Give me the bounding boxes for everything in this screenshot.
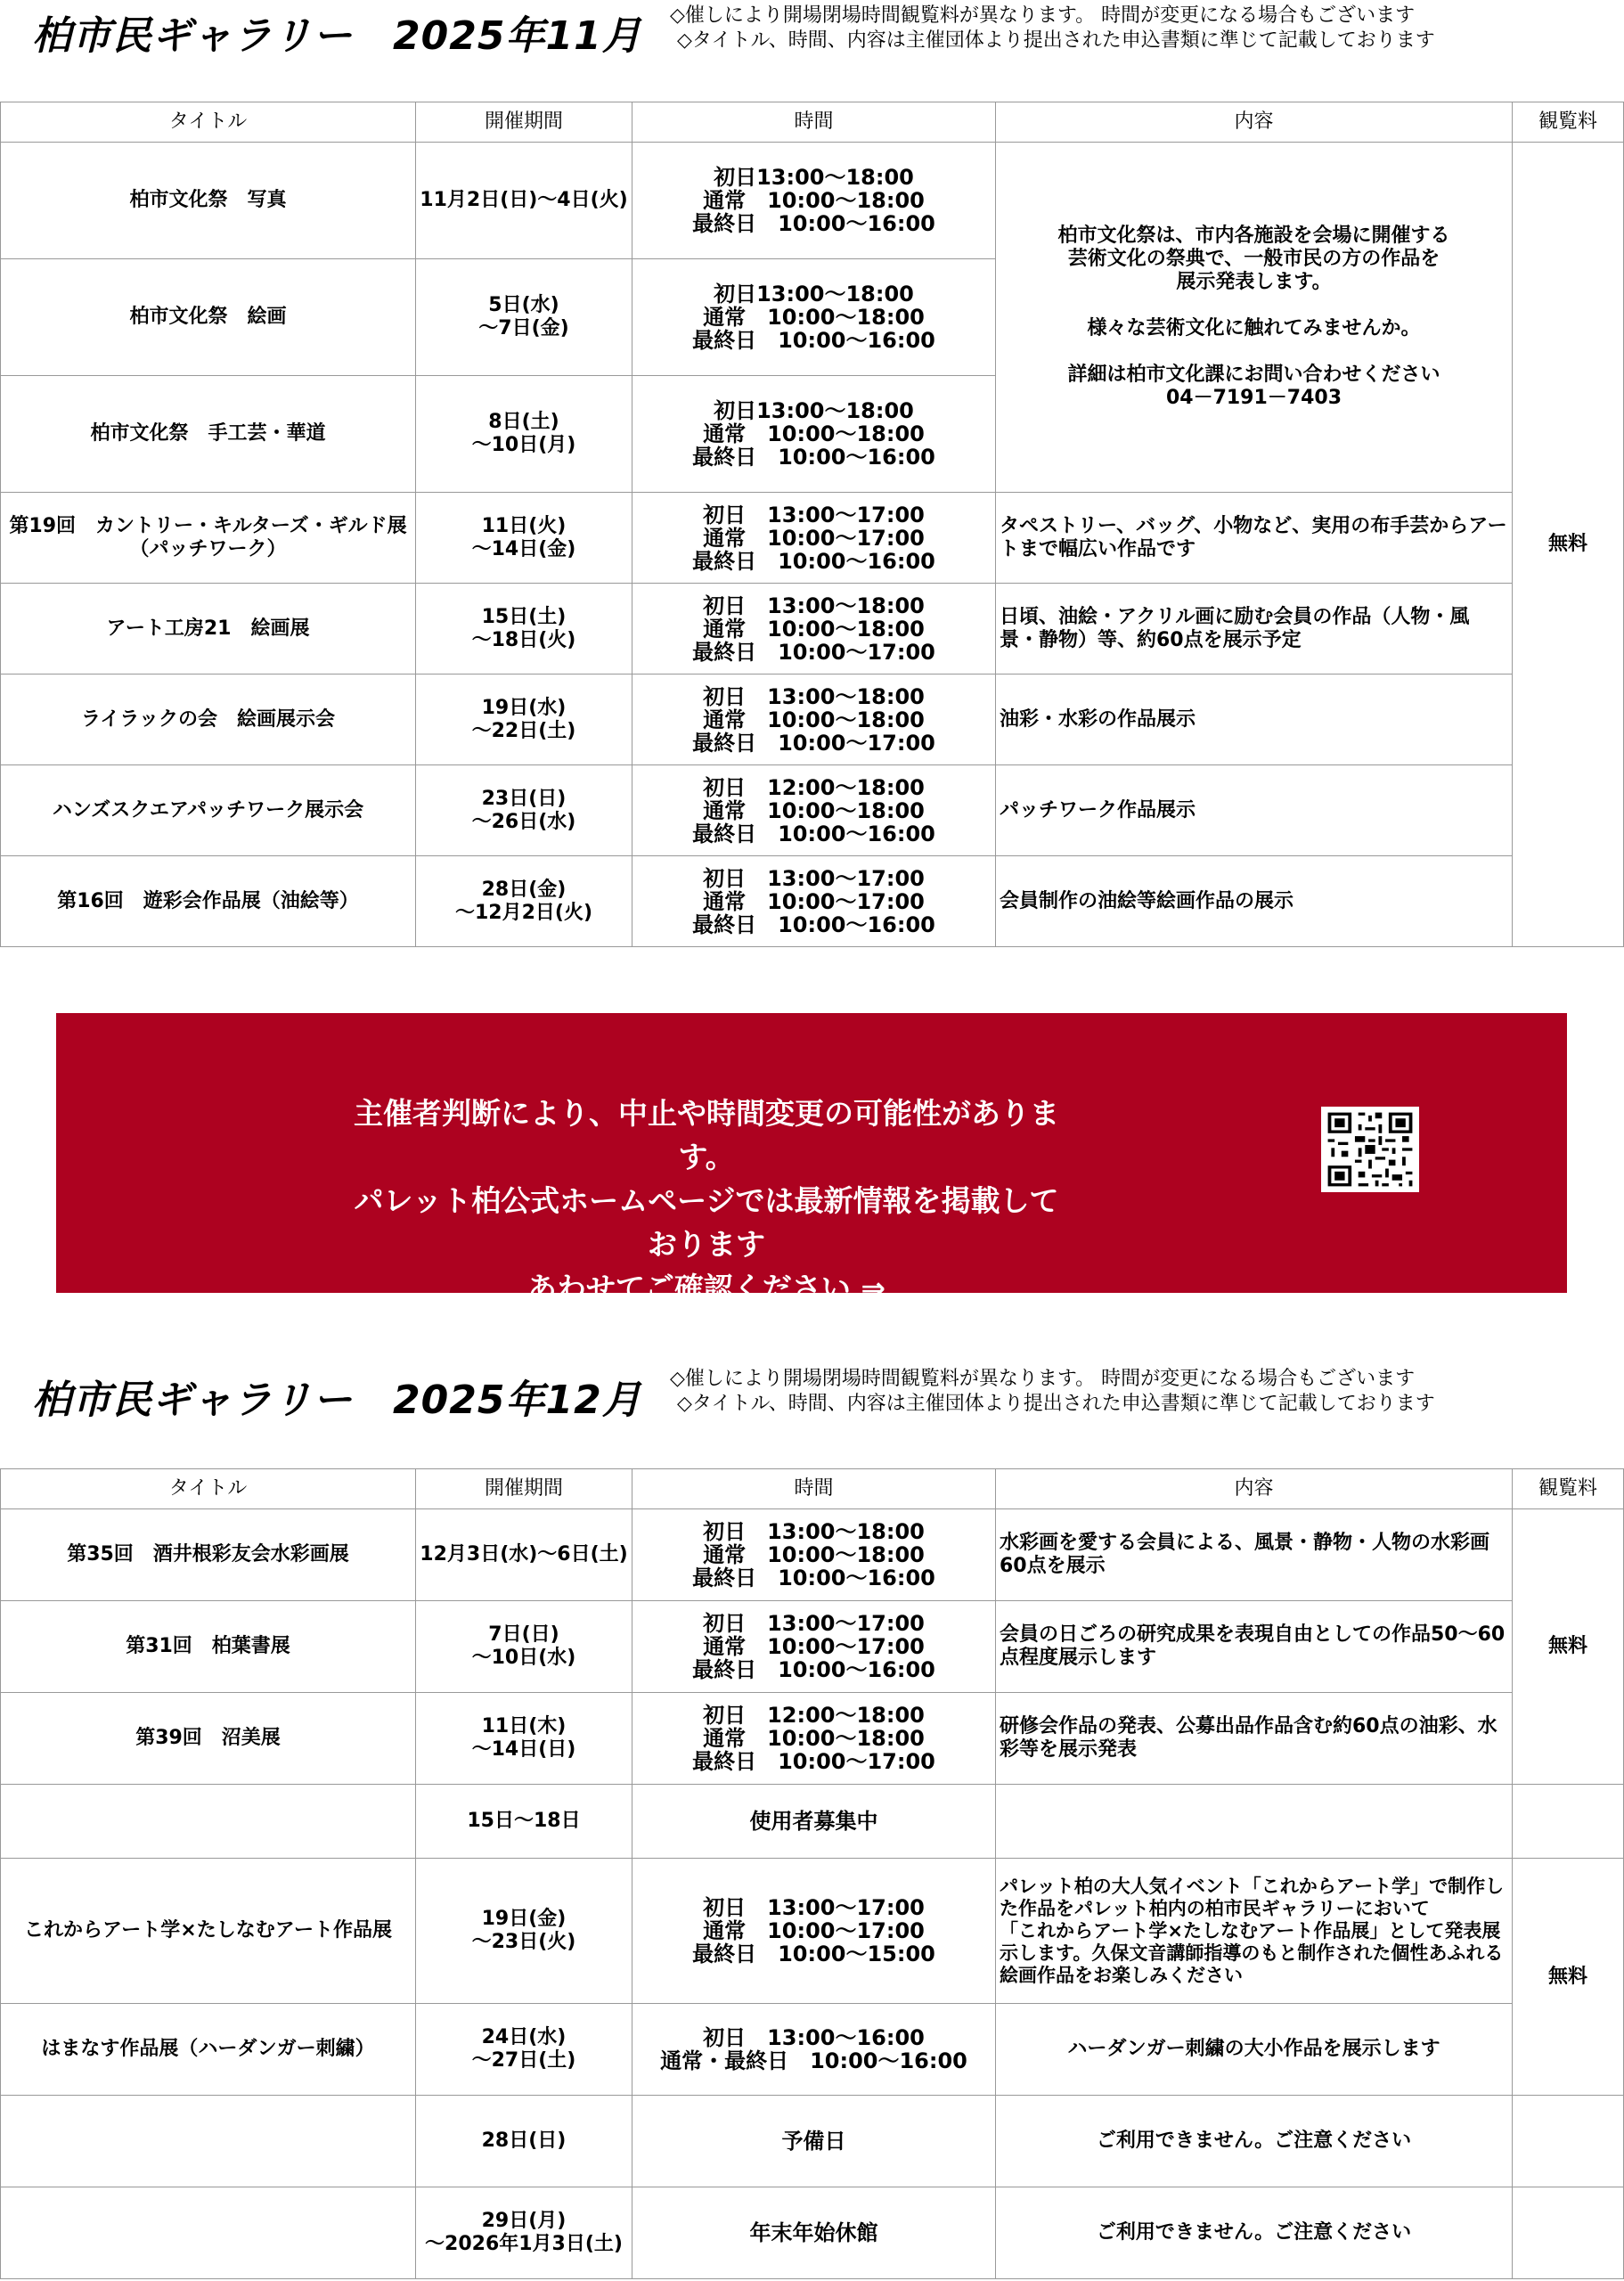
fee-cell-empty [1513, 2187, 1624, 2279]
time-line: 初日13:00～18:00 [714, 398, 914, 423]
time-cell [632, 1785, 996, 1859]
time-line: 通常・最終日 10:00～16:00 [660, 2048, 967, 2073]
event-title: 第35回 酒井根彩友会水彩画展 [1, 1509, 416, 1601]
col-header-title: タイトル [1, 1469, 416, 1509]
event-period: 5日(水) ～7日(金) [416, 259, 632, 376]
time-line: 通常 10:00～18:00 [703, 797, 925, 823]
event-title: 第19回 カントリー・キルターズ・ギルド展 （パッチワーク） [1, 493, 416, 584]
event-title: アート工房21 絵画展 [1, 584, 416, 674]
event-title: 柏市文化祭 写真 [1, 143, 416, 259]
table-row [1, 1859, 1624, 2004]
event-description: 研修会作品の発表、公募出品作品含む約60点の油彩、水彩等を展示発表 [996, 1693, 1513, 1785]
event-period: 28日(金) ～12月2日(火) [416, 856, 632, 947]
time-cell [632, 1509, 996, 1601]
table-row [1, 584, 1624, 674]
time-cell [632, 2004, 996, 2096]
time-line: 最終日 10:00～16:00 [692, 445, 935, 470]
time-line: 初日13:00～18:00 [714, 282, 914, 307]
time-cell [632, 2187, 996, 2279]
event-title [1, 2096, 416, 2187]
time-line: 最終日 10:00～16:00 [692, 328, 935, 353]
event-period: 11月2日(日)～4日(火) [416, 143, 632, 259]
table-row [1, 2187, 1624, 2279]
qr-code-icon[interactable] [1321, 1107, 1419, 1192]
event-period: 15日(土) ～18日(火) [416, 584, 632, 674]
table-row [1, 143, 1624, 259]
col-header-content: 内容 [996, 102, 1513, 143]
event-description: 水彩画を愛する会員による、風景・静物・人物の水彩画60点を展示 [996, 1509, 1513, 1601]
page-title: 柏市民ギャラリー 2025年12月 [32, 1378, 642, 1423]
festival-description: 柏市文化祭は、市内各施設を会場に開催する 芸術文化の祭典で、一般市民の方の作品を 展示発表します。 様々な芸術文化に触れてみませんか。 詳細は柏市文化課にお問い合わせください 04－7191－7403 [996, 143, 1513, 493]
table-row [1, 493, 1624, 584]
event-title: 第31回 柏葉書展 [1, 1601, 416, 1693]
time-line: 最終日 10:00～16:00 [692, 1657, 935, 1682]
time-line: 通常 10:00～18:00 [703, 1726, 925, 1751]
time-line: 初日 13:00～17:00 [703, 502, 925, 527]
table-header-row [1, 1469, 1624, 1509]
time-line: 通常 10:00～18:00 [703, 305, 925, 330]
table-row [1, 2096, 1624, 2187]
time-cell [632, 1601, 996, 1693]
time-line: 通常 10:00～17:00 [703, 1918, 925, 1943]
time-cell [632, 1693, 996, 1785]
table-row [1, 1785, 1624, 1859]
event-period: 8日(土) ～10日(月) [416, 376, 632, 493]
col-header-content: 内容 [996, 1469, 1513, 1509]
time-line: 最終日 10:00～16:00 [692, 211, 935, 236]
event-title [1, 1785, 416, 1859]
time-cell [632, 584, 996, 674]
event-description: 日頃、油絵・アクリル画に励む会員の作品（人物・風景・静物）等、約60点を展示予定 [996, 584, 1513, 674]
time-line: 初日 13:00～17:00 [703, 865, 925, 891]
time-cell [632, 1859, 996, 2004]
time-line: 最終日 10:00～16:00 [692, 821, 935, 846]
time-line: 通常 10:00～17:00 [703, 888, 925, 914]
event-description: ご利用できません。ご注意ください [996, 2187, 1513, 2279]
time-line: 初日13:00～18:00 [714, 165, 914, 190]
event-title: はまなす作品展（ハーダンガー刺繍） [1, 2004, 416, 2096]
table-row [1, 765, 1624, 856]
fee-cell: 無料 [1513, 1509, 1624, 1785]
fee-cell-empty [1513, 1785, 1624, 1859]
time-line: 年末年始休館 [749, 2220, 878, 2245]
time-line: 初日 13:00～18:00 [703, 1519, 925, 1544]
event-period: 28日(日) [416, 2096, 632, 2187]
event-description [996, 1785, 1513, 1859]
time-line: 最終日 10:00～16:00 [692, 912, 935, 937]
table-row [1, 1601, 1624, 1693]
page-title: 柏市民ギャラリー 2025年11月 [32, 13, 642, 59]
event-period: 12月3日(水)～6日(土) [416, 1509, 632, 1601]
time-cell [632, 765, 996, 856]
time-line: 最終日 10:00～17:00 [692, 639, 935, 665]
time-line: 通常 10:00～17:00 [703, 525, 925, 551]
event-description: ハーダンガー刺繍の大小作品を展示します [996, 2004, 1513, 2096]
event-period: 19日(金) ～23日(火) [416, 1859, 632, 2004]
col-header-time: 時間 [632, 102, 996, 143]
event-period: 7日(日) ～10日(水) [416, 1601, 632, 1693]
fee-cell: 無料 [1513, 143, 1624, 947]
event-description: 会員制作の油絵等絵画作品の展示 [996, 856, 1513, 947]
table-row [1, 2004, 1624, 2096]
event-title: 柏市文化祭 手工芸・華道 [1, 376, 416, 493]
time-line: 初日 13:00～17:00 [703, 1895, 925, 1920]
col-header-fee: 観覧料 [1513, 102, 1624, 143]
event-description: 油彩・水彩の作品展示 [996, 674, 1513, 765]
banner-line: あわせてご確認ください ⇒ [526, 1271, 886, 1305]
event-title: 第39回 沼美展 [1, 1693, 416, 1785]
time-line: 通常 10:00～18:00 [703, 707, 925, 732]
event-description: パッチワーク作品展示 [996, 765, 1513, 856]
event-title: 第16回 遊彩会作品展（油絵等） [1, 856, 416, 947]
time-line: 最終日 10:00～16:00 [692, 1566, 935, 1590]
event-period: 19日(水) ～22日(土) [416, 674, 632, 765]
time-line: 通常 10:00～18:00 [703, 188, 925, 213]
time-line: 通常 10:00～18:00 [703, 421, 925, 446]
event-period: 29日(月) ～2026年1月3日(土) [416, 2187, 632, 2279]
time-line: 最終日 10:00～15:00 [692, 1942, 935, 1966]
event-title: これからアート学×たしなむアート作品展 [1, 1859, 416, 2004]
time-line: 使用者募集中 [749, 1809, 878, 1834]
time-line: 最終日 10:00～17:00 [692, 730, 935, 756]
event-period: 23日(日) ～26日(水) [416, 765, 632, 856]
time-cell [632, 376, 996, 493]
time-cell [632, 259, 996, 376]
time-line: 初日 13:00～16:00 [703, 2025, 925, 2050]
time-line: 初日 12:00～18:00 [703, 1703, 925, 1728]
november-schedule-table [0, 102, 1624, 947]
time-cell [632, 493, 996, 584]
time-line: 通常 10:00～17:00 [703, 1634, 925, 1659]
table-header-row [1, 102, 1624, 143]
table-row [1, 856, 1624, 947]
note-line: ◇催しにより開場閉場時間観覧料が異なります。 時間が変更になる場合もございます [670, 4, 1416, 27]
banner-line: パレット柏公式ホームページでは最新情報を掲載しております [354, 1183, 1059, 1262]
note-line: ◇タイトル、時間、内容は主催団体より提出された申込書類に準じて記載しております [677, 29, 1435, 52]
banner-message [350, 1091, 1063, 1310]
time-cell [632, 856, 996, 947]
time-line: 通常 10:00～18:00 [703, 1542, 925, 1567]
col-header-time: 時間 [632, 1469, 996, 1509]
time-line: 初日 13:00～18:00 [703, 683, 925, 709]
event-description: タペストリー、バッグ、小物など、実用の布手芸からアートまで幅広い作品です [996, 493, 1513, 584]
time-line: 最終日 10:00～17:00 [692, 1749, 935, 1774]
time-line: 最終日 10:00～16:00 [692, 548, 935, 574]
event-period: 11日(火) ～14日(金) [416, 493, 632, 584]
col-header-period: 開催期間 [416, 1469, 632, 1509]
col-header-fee: 観覧料 [1513, 1469, 1624, 1509]
event-description: パレット柏の大人気イベント「これからアート学」で制作した作品をパレット柏内の柏市民ギャラリーにおいて 「これからアート学×たしなむアート作品展」として発表展示します。久保文音講師指導のもと制作された個性あふれる絵画作品をお楽しみください [996, 1859, 1513, 2004]
event-title: ハンズスクエアパッチワーク展示会 [1, 765, 416, 856]
event-period: 24日(水) ～27日(土) [416, 2004, 632, 2096]
notes [670, 4, 1435, 53]
time-line: 予備日 [781, 2129, 846, 2154]
event-period: 11日(木) ～14日(日) [416, 1693, 632, 1785]
notes [670, 1367, 1435, 1417]
event-description: 会員の日ごろの研究成果を表現自由としての作品50～60点程度展示します [996, 1601, 1513, 1693]
table-row [1, 674, 1624, 765]
time-line: 初日 13:00～18:00 [703, 593, 925, 618]
note-line: ◇タイトル、時間、内容は主催団体より提出された申込書類に準じて記載しております [677, 1393, 1435, 1415]
time-cell [632, 2096, 996, 2187]
event-title [1, 2187, 416, 2279]
table-row [1, 1693, 1624, 1785]
col-header-title: タイトル [1, 102, 416, 143]
time-line: 通常 10:00～18:00 [703, 616, 925, 642]
time-cell [632, 143, 996, 259]
col-header-period: 開催期間 [416, 102, 632, 143]
banner-line: 主催者判断により、中止や時間変更の可能性があります。 [354, 1096, 1059, 1174]
fee-cell-empty [1513, 2096, 1624, 2187]
note-line: ◇催しにより開場閉場時間観覧料が異なります。 時間が変更になる場合もございます [670, 1368, 1416, 1390]
time-line: 初日 12:00～18:00 [703, 774, 925, 800]
time-line: 初日 13:00～17:00 [703, 1611, 925, 1636]
time-cell [632, 674, 996, 765]
table-row [1, 1509, 1624, 1601]
event-description: ご利用できません。ご注意ください [996, 2096, 1513, 2187]
event-title: ライラックの会 絵画展示会 [1, 674, 416, 765]
event-period: 15日～18日 [416, 1785, 632, 1859]
notice-banner [56, 1013, 1567, 1305]
december-schedule-table [0, 1468, 1624, 2279]
event-title: 柏市文化祭 絵画 [1, 259, 416, 376]
fee-cell: 無料 [1513, 1859, 1624, 2096]
